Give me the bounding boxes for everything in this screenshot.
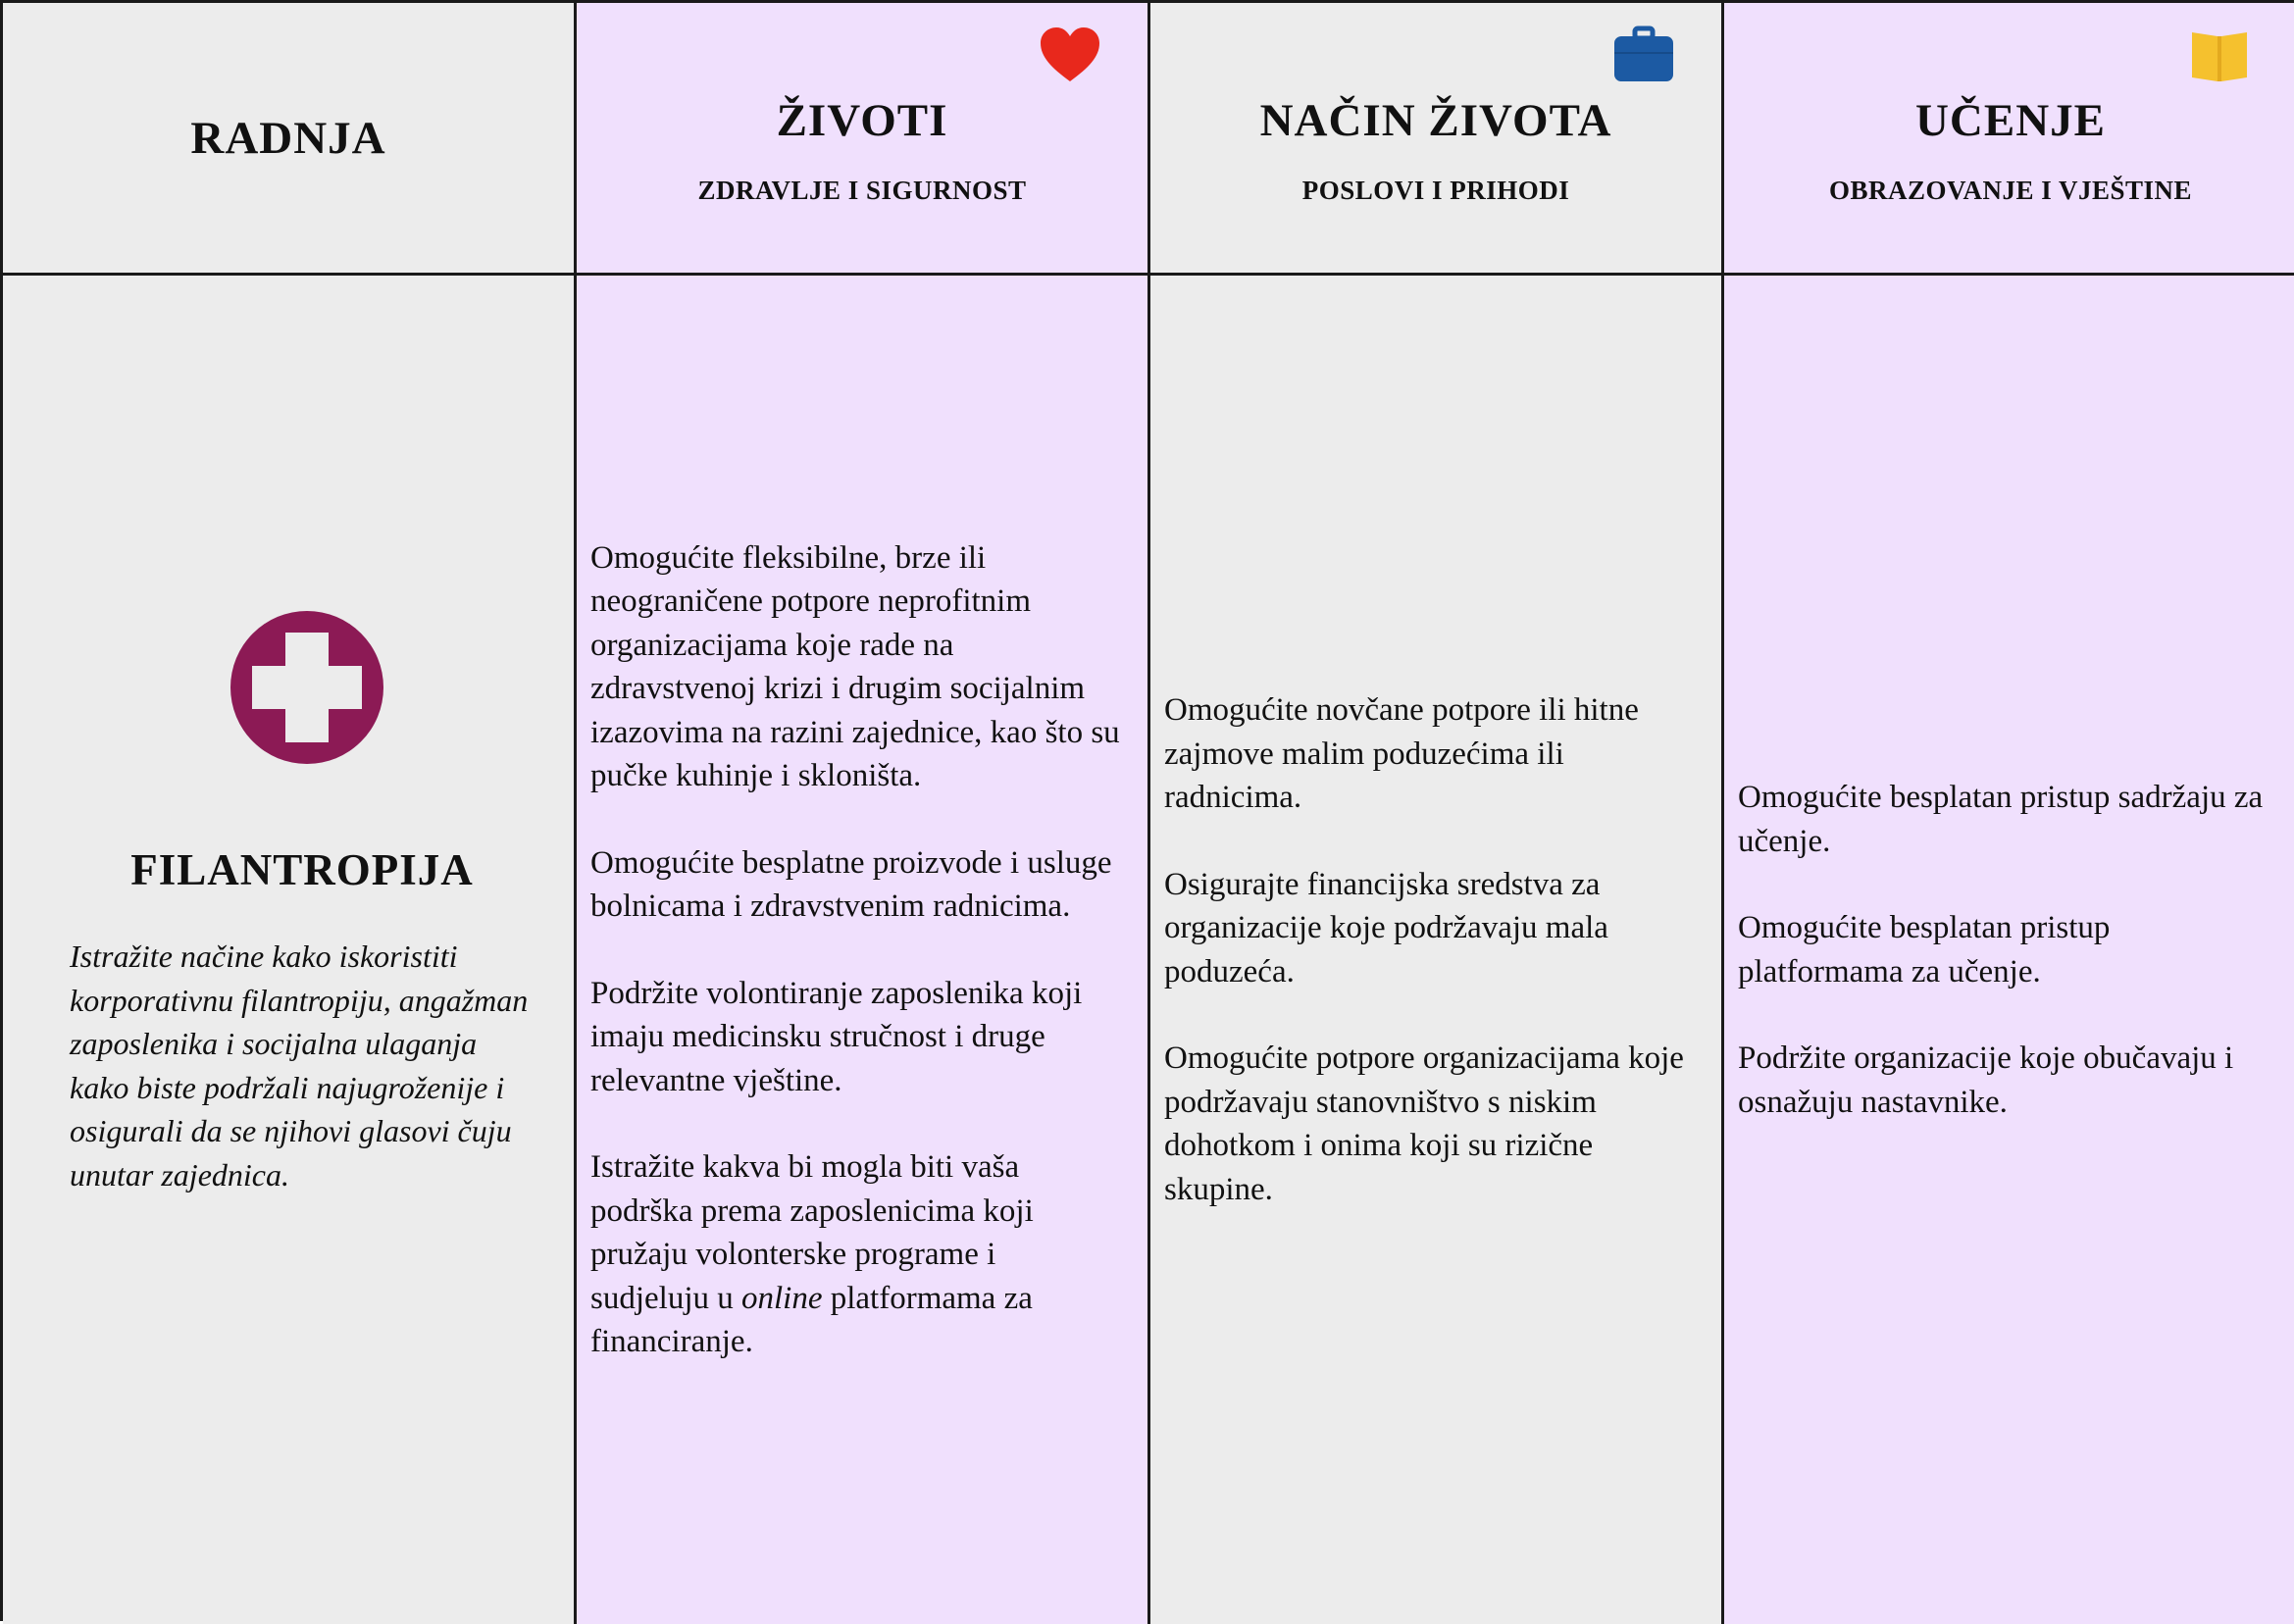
medical-cross-icon [229, 609, 385, 766]
livelihood-item: Omogućite novčane potpore ili hitne zajmove malim poduzećima ili radnicima. [1164, 692, 1639, 815]
lives-item-text-before: Istražite kakva bi mogla biti vaša podrška prema zaposlenicima koji pružaju volonterske programe i sudjeluju u [590, 1149, 1034, 1316]
header-livelihood [1150, 3, 1724, 276]
header-action [3, 3, 577, 276]
header-livelihood-subtitle: POSLOVI I PRIHODI [1301, 176, 1570, 205]
lives-item-emphasis: online [741, 1280, 823, 1316]
livelihood-item: Osigurajte financijska sredstva za organizacije koje podržavaju mala poduzeća. [1164, 866, 1608, 990]
lives-item [590, 1145, 1122, 1364]
action-cell [3, 276, 577, 1624]
livelihood-cell [1150, 276, 1724, 1624]
lives-item-text-after: platformama za financiranje. [590, 1280, 1033, 1359]
book-icon [2187, 25, 2252, 85]
heart-icon [1038, 25, 1102, 85]
learning-cell [1724, 276, 2294, 1624]
lives-item: Omogućite besplatne proizvode i usluge bolnicama i zdravstvenim radnicima. [590, 844, 1112, 924]
header-learning-title: UČENJE [1914, 95, 2107, 146]
header-livelihood-title: NAČIN ŽIVOTA [1259, 95, 1612, 146]
header-lives-subtitle: ZDRAVLJE I SIGURNOST [697, 176, 1027, 205]
header-lives [577, 3, 1150, 276]
lives-item: Omogućite fleksibilne, brze ili neograničene potpore neprofitnim organizacijama koje rade na zdravstvenoj krizi i drugim socijalnim izazovima na razini zajednice, kao što su pučke kuhinje i skloništa. [590, 539, 1120, 793]
header-learning [1724, 3, 2294, 276]
action-title: FILANTROPIJA [130, 845, 474, 894]
learning-item: Omogućite besplatan pristup platformama za učenje. [1738, 910, 2111, 990]
header-lives-title: ŽIVOTI [776, 95, 948, 146]
learning-item: Podržite organizacije koje obučavaju i osnažuju nastavnike. [1738, 1040, 2234, 1120]
header-action-title: RADNJA [190, 113, 386, 164]
learning-item: Omogućite besplatan pristup sadržaju za učenje. [1738, 780, 2264, 859]
action-description: Istražite načine kako iskoristiti korporativnu filantropiju, angažman zaposlenika i socijalna ulaganja kako biste podržali najugroženije i osigurali da se njihovi glasovi čuju unutar zajednica. [70, 939, 529, 1193]
livelihood-item: Omogućite potpore organizacijama koje podržavaju stanovništvo s niskim dohotkom i onima koji su rizične skupine. [1164, 1040, 1684, 1207]
lives-item: Podržite volontiranje zaposlenika koji imaju medicinsku stručnost i druge relevantne vještine. [590, 975, 1083, 1098]
briefcase-icon [1611, 25, 1676, 85]
lives-cell [577, 276, 1150, 1624]
header-learning-subtitle: OBRAZOVANJE I VJEŠTINE [1828, 176, 2193, 205]
